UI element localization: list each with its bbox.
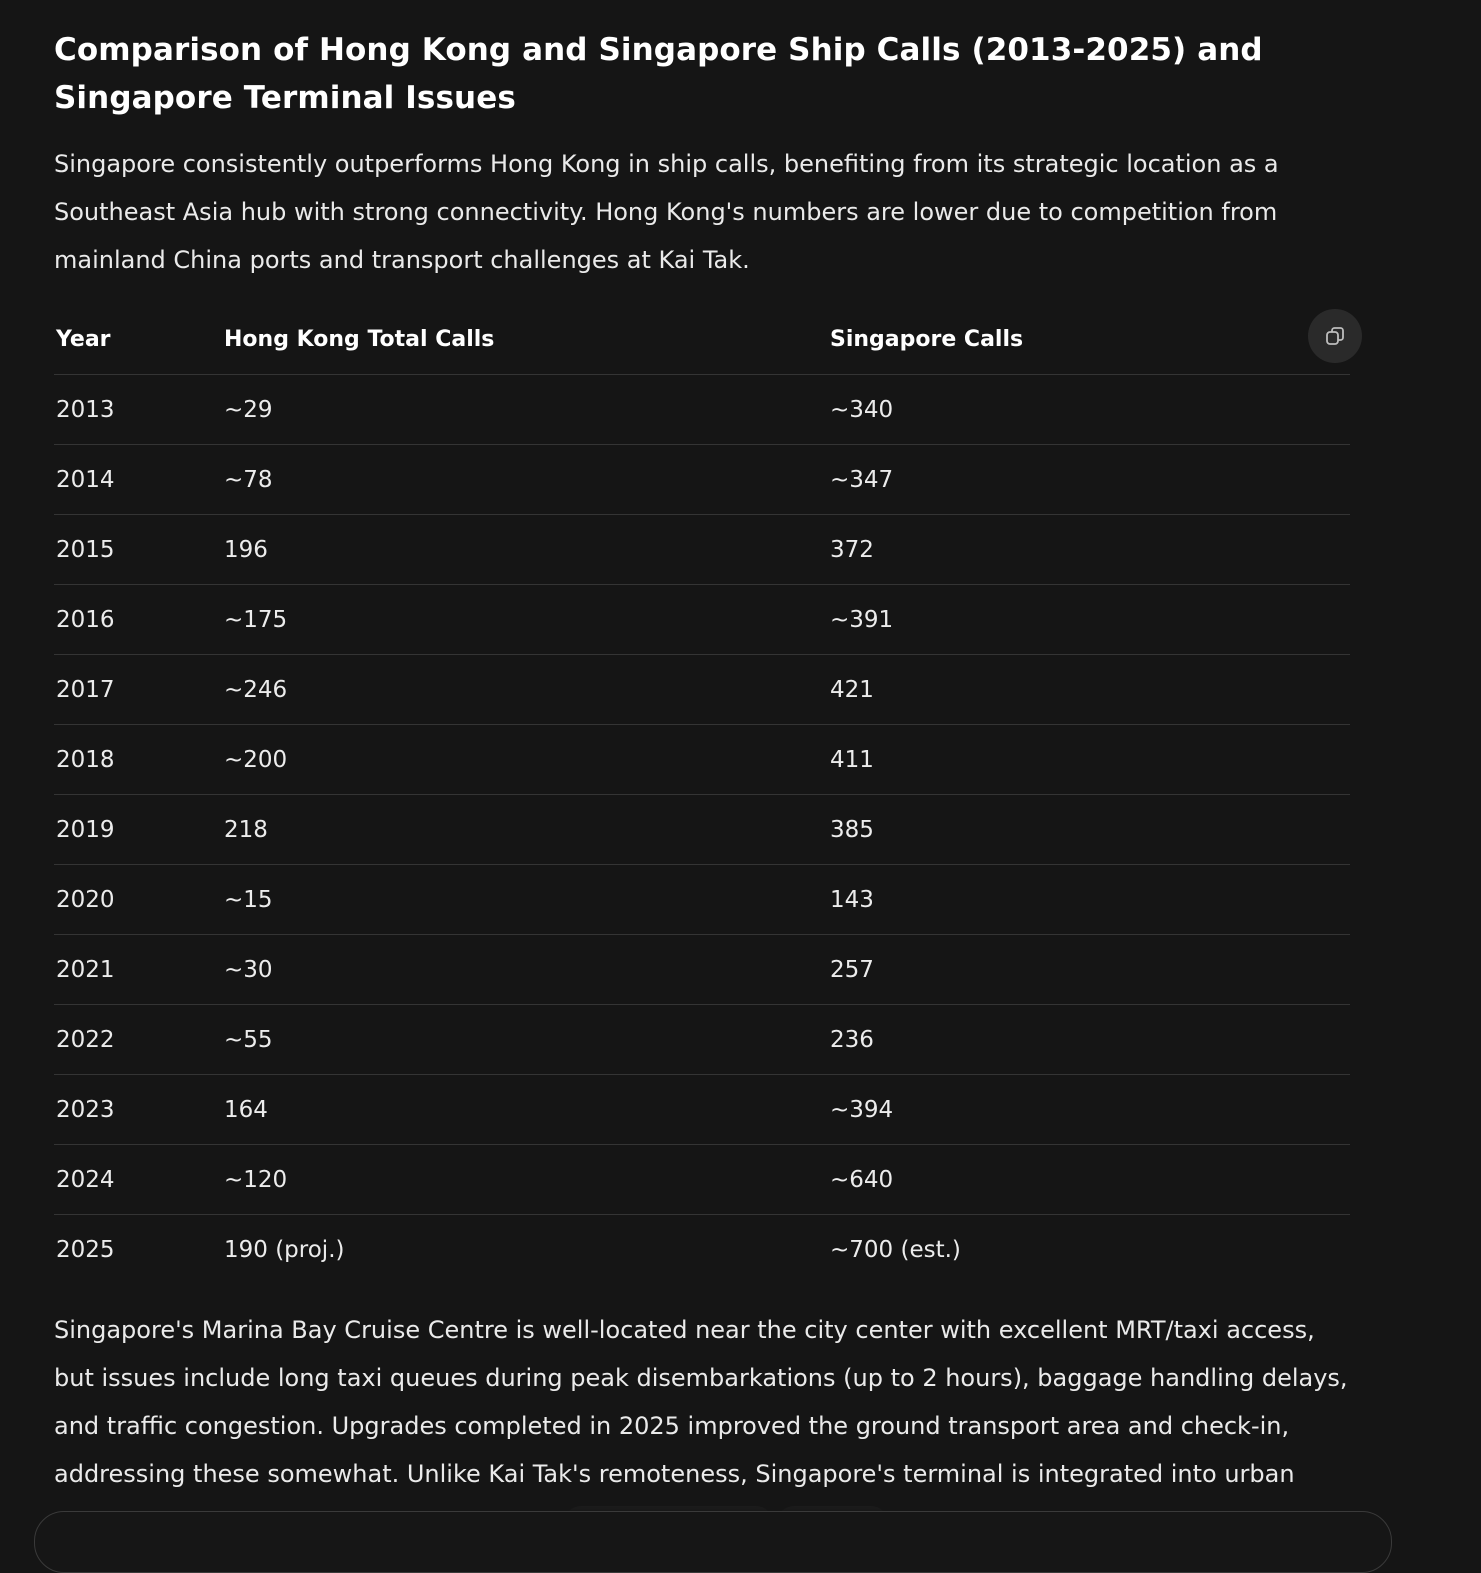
cell-singapore-calls: ~640 (828, 1145, 1350, 1215)
table-row (54, 1005, 1350, 1075)
cell-singapore-calls: 411 (828, 725, 1350, 795)
cell-hong-kong-calls: ~29 (222, 375, 828, 445)
section-heading: Comparison of Hong Kong and Singapore Ship Calls (2013-2025) and Singapore Terminal Issues (54, 32, 1263, 116)
cell-singapore-calls: ~394 (828, 1075, 1350, 1145)
intro-paragraph: Singapore consistently outperforms Hong Kong in ship calls, benefiting from its strategic location as a Southeast Asia hub with strong connectivity. Hong Kong's numbers are lower due to competition from mainland China ports and transport challenges at Kai Tak. (54, 150, 1279, 274)
cell-hong-kong-calls: 196 (222, 515, 828, 585)
table-row (54, 655, 1350, 725)
cell-singapore-calls: ~391 (828, 585, 1350, 655)
cell-singapore-calls: 421 (828, 655, 1350, 725)
cell-hong-kong-calls: ~120 (222, 1145, 828, 1215)
table-row (54, 1075, 1350, 1145)
scroll-fade (0, 1488, 1481, 1512)
outro-text: Singapore's Marina Bay Cruise Centre is well-located near the city center with excellent MRT/taxi access, but issues include long taxi queues during peak disembarkations (up to 2 hours), baggage handling delays, and traffic congestion. Upgrades completed in 2025 improved the ground transport area and check-in, addressing these somewhat. Unlike Kai Tak's remoteness, Singapore's terminal is integrated into urban (54, 1316, 1348, 1488)
cell-year: 2024 (54, 1145, 222, 1215)
cell-singapore-calls: ~700 (est.) (830, 1236, 961, 1263)
cell-year: 2017 (54, 655, 222, 725)
cell-singapore-calls: ~347 (828, 445, 1350, 515)
cell-hong-kong-calls: ~15 (222, 865, 828, 935)
cell-year: 2016 (54, 585, 222, 655)
cell-hong-kong-calls: ~246 (222, 655, 828, 725)
cell-year: 2025 (56, 1236, 115, 1263)
chat-input-bar[interactable] (34, 1511, 1392, 1573)
header-singapore: Singapore Calls (828, 304, 1350, 375)
cell-singapore-calls: 236 (828, 1005, 1350, 1075)
cell-singapore-calls: 385 (828, 795, 1350, 865)
table-row (54, 865, 1350, 935)
cell-hong-kong-calls: 164 (222, 1075, 828, 1145)
table-header-row (54, 304, 1350, 375)
cell-hong-kong-calls: ~78 (222, 445, 828, 515)
cell-singapore-calls: ~340 (828, 375, 1350, 445)
copy-table-button[interactable] (1308, 309, 1362, 363)
cell-year: 2014 (54, 445, 222, 515)
table-row (54, 445, 1350, 515)
table-row (54, 375, 1350, 445)
cell-year: 2019 (54, 795, 222, 865)
cell-hong-kong-calls: ~175 (222, 585, 828, 655)
cell-year: 2018 (54, 725, 222, 795)
cell-singapore-calls: 143 (828, 865, 1350, 935)
header-year: Year (54, 304, 222, 375)
table-row (54, 585, 1350, 655)
cell-hong-kong-calls: 190 (proj.) (224, 1236, 345, 1263)
table-row (54, 1215, 1350, 1285)
cell-year: 2022 (54, 1005, 222, 1075)
copy-icon (1323, 324, 1347, 348)
cell-singapore-calls: 372 (828, 515, 1350, 585)
cell-hong-kong-calls: ~55 (222, 1005, 828, 1075)
table-row (54, 515, 1350, 585)
cell-hong-kong-calls: 218 (222, 795, 828, 865)
cell-year: 2015 (54, 515, 222, 585)
cell-year: 2020 (54, 865, 222, 935)
table-row (54, 795, 1350, 865)
cell-year: 2013 (54, 375, 222, 445)
table-row (54, 935, 1350, 1005)
response-content (54, 26, 1354, 1546)
header-hong-kong: Hong Kong Total Calls (222, 304, 828, 375)
cell-hong-kong-calls: ~30 (222, 935, 828, 1005)
comparison-table-container (54, 304, 1350, 1284)
cell-year: 2023 (54, 1075, 222, 1145)
table-row (54, 725, 1350, 795)
table-row (54, 1145, 1350, 1215)
cell-year: 2021 (54, 935, 222, 1005)
cell-hong-kong-calls: ~200 (222, 725, 828, 795)
ship-calls-table (54, 304, 1350, 1284)
cell-singapore-calls: 257 (828, 935, 1350, 1005)
